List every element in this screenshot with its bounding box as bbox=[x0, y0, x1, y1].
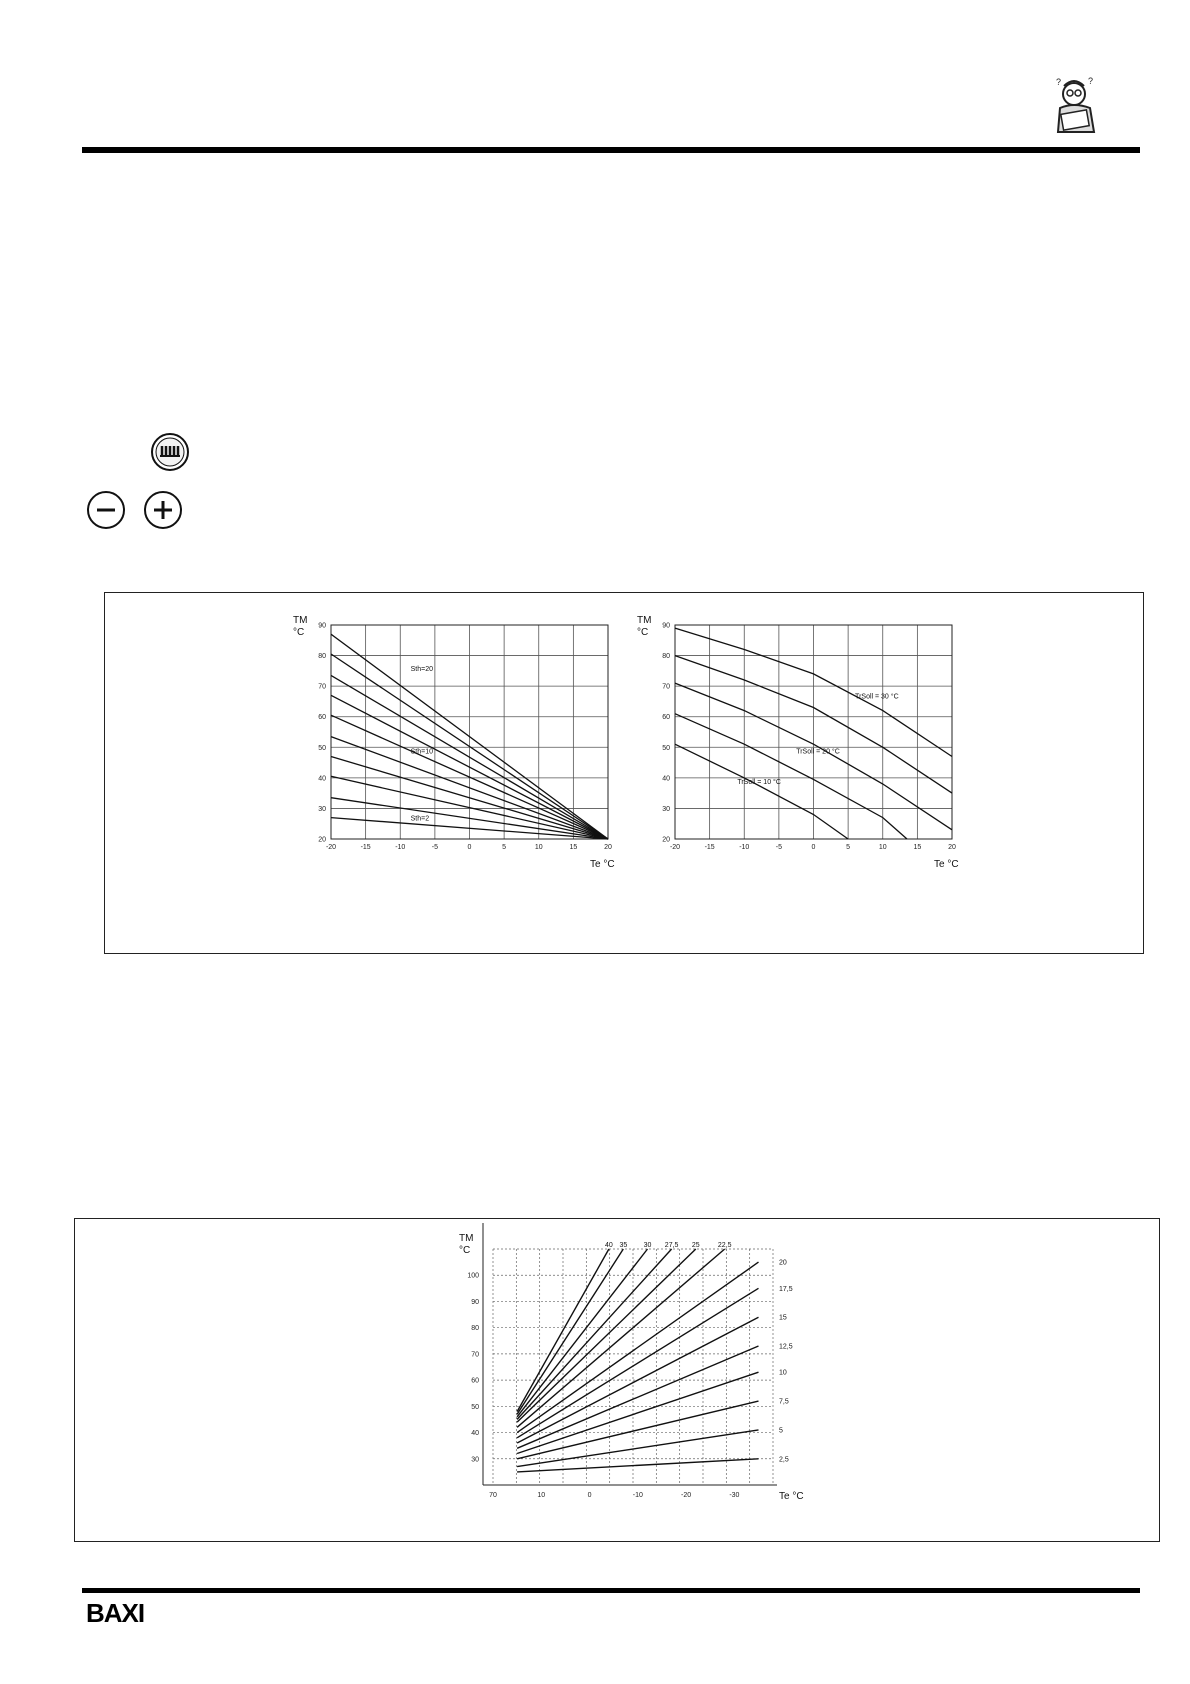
curve-line bbox=[517, 1288, 758, 1438]
reading-engineer-icon bbox=[1050, 76, 1106, 140]
x-tick-label: 20 bbox=[948, 844, 956, 851]
svg-text:?: ? bbox=[1056, 77, 1062, 87]
chart-2 bbox=[637, 615, 959, 870]
chart-3 bbox=[459, 1223, 804, 1502]
curve-right-label: 20 bbox=[779, 1259, 787, 1267]
y-tick-label: 70 bbox=[471, 1351, 479, 1359]
x-tick-label: -5 bbox=[431, 844, 438, 851]
x-tick-label: -15 bbox=[704, 844, 715, 851]
curve-top-label: 22,5 bbox=[717, 1242, 732, 1249]
y-tick-label: 30 bbox=[318, 805, 326, 813]
y-axis-unit: °C bbox=[459, 1245, 471, 1256]
curve-top-label: 25 bbox=[691, 1242, 700, 1249]
y-tick-label: 100 bbox=[467, 1272, 479, 1280]
y-tick-label: 90 bbox=[471, 1298, 479, 1306]
curve-top-label: 27,5 bbox=[664, 1242, 679, 1249]
y-tick-label: 60 bbox=[471, 1377, 479, 1385]
y-tick-label: 50 bbox=[662, 744, 670, 752]
y-tick-label: 80 bbox=[471, 1325, 479, 1333]
x-tick-label: -30 bbox=[729, 1492, 740, 1499]
figure-box-1 bbox=[104, 592, 1144, 954]
x-axis-label: Te °C bbox=[779, 1491, 804, 1502]
y-tick-label: 80 bbox=[662, 653, 670, 661]
x-tick-label: 15 bbox=[569, 844, 578, 851]
x-tick-label: 10 bbox=[534, 844, 543, 851]
y-tick-label: 50 bbox=[318, 744, 326, 752]
curve-line bbox=[517, 1346, 758, 1448]
y-tick-label: 60 bbox=[318, 714, 326, 722]
curve-line bbox=[517, 1401, 758, 1459]
curve-right-label: 10 bbox=[779, 1369, 787, 1377]
x-tick-label: -20 bbox=[669, 844, 681, 851]
curve-top-label: 40 bbox=[604, 1242, 613, 1249]
y-tick-label: 70 bbox=[318, 683, 326, 691]
radiator-icon[interactable] bbox=[150, 432, 190, 472]
brand-logo: BAXI bbox=[86, 1598, 145, 1628]
y-axis-unit: °C bbox=[293, 627, 305, 638]
header-rule bbox=[82, 147, 1140, 153]
curve-line bbox=[517, 1249, 725, 1427]
reciprocal-curves-figure bbox=[75, 1219, 1159, 1541]
curve-right-label: 5 bbox=[779, 1427, 783, 1435]
x-tick-label: 70 bbox=[489, 1492, 497, 1499]
svg-text:?: ? bbox=[1088, 76, 1094, 86]
y-tick-label: 80 bbox=[318, 653, 326, 661]
curve-right-label: 15 bbox=[779, 1314, 787, 1322]
x-axis-label: Te °C bbox=[934, 859, 959, 870]
curve-right-label: 7,5 bbox=[779, 1398, 789, 1406]
y-tick-label: 40 bbox=[471, 1430, 479, 1438]
x-tick-label: 5 bbox=[502, 844, 507, 851]
x-tick-label: 15 bbox=[913, 844, 922, 851]
y-axis-label: TM bbox=[459, 1233, 474, 1244]
x-tick-label: 20 bbox=[604, 844, 612, 851]
y-axis-label: TM bbox=[293, 615, 308, 626]
y-tick-label: 20 bbox=[318, 836, 326, 844]
curve-right-label: 12,5 bbox=[779, 1343, 793, 1351]
y-tick-label: 70 bbox=[662, 683, 670, 691]
y-tick-label: 40 bbox=[662, 775, 670, 783]
curve-right-label: 2,5 bbox=[779, 1456, 789, 1464]
x-tick-label: 0 bbox=[811, 844, 816, 851]
y-tick-label: 20 bbox=[662, 836, 670, 844]
x-tick-label: -10 bbox=[739, 844, 750, 851]
curve-annotation: TrSoll = 10 °C bbox=[737, 778, 781, 786]
y-tick-label: 60 bbox=[662, 714, 670, 722]
x-tick-label: 10 bbox=[878, 844, 887, 851]
curve-right-label: 17,5 bbox=[779, 1285, 793, 1293]
y-tick-label: 40 bbox=[318, 775, 326, 783]
y-tick-label: 90 bbox=[662, 622, 670, 630]
x-tick-label: -10 bbox=[632, 1492, 643, 1499]
x-axis-label: Te °C bbox=[590, 859, 615, 870]
y-tick-label: 30 bbox=[662, 805, 670, 813]
x-tick-label: 0 bbox=[587, 1492, 592, 1499]
y-axis-unit: °C bbox=[637, 627, 649, 638]
y-tick-label: 90 bbox=[318, 622, 326, 630]
plus-button-icon[interactable] bbox=[143, 490, 183, 530]
curve-top-label: 35 bbox=[619, 1242, 628, 1249]
curve-line bbox=[675, 744, 848, 839]
curve-annotation: TrSoll = 20 °C bbox=[796, 748, 840, 756]
curve-annotation: Sth=20 bbox=[410, 665, 434, 673]
heating-curves-figure bbox=[105, 593, 1143, 953]
chart-1 bbox=[293, 615, 615, 870]
y-tick-label: 30 bbox=[471, 1456, 479, 1464]
curve-annotation: Sth=2 bbox=[410, 815, 430, 823]
x-tick-label: -5 bbox=[775, 844, 782, 851]
curve-annotation: TrSoll = 30 °C bbox=[855, 693, 899, 701]
x-tick-label: -20 bbox=[325, 844, 337, 851]
curve-line bbox=[517, 1372, 758, 1453]
minus-button-icon[interactable] bbox=[86, 490, 126, 530]
x-tick-label: -10 bbox=[395, 844, 406, 851]
curve-top-label: 30 bbox=[643, 1242, 652, 1249]
y-axis-label: TM bbox=[637, 615, 652, 626]
curve-annotation: Sth=10 bbox=[410, 748, 434, 756]
x-tick-label: 5 bbox=[846, 844, 851, 851]
x-tick-label: -20 bbox=[681, 1492, 692, 1499]
y-tick-label: 50 bbox=[471, 1403, 479, 1411]
curve-line bbox=[517, 1249, 623, 1414]
x-tick-label: 0 bbox=[467, 844, 472, 851]
figure-box-2 bbox=[74, 1218, 1160, 1542]
footer-rule bbox=[82, 1588, 1140, 1593]
x-tick-label: -15 bbox=[360, 844, 371, 851]
x-tick-label: 10 bbox=[537, 1492, 546, 1499]
